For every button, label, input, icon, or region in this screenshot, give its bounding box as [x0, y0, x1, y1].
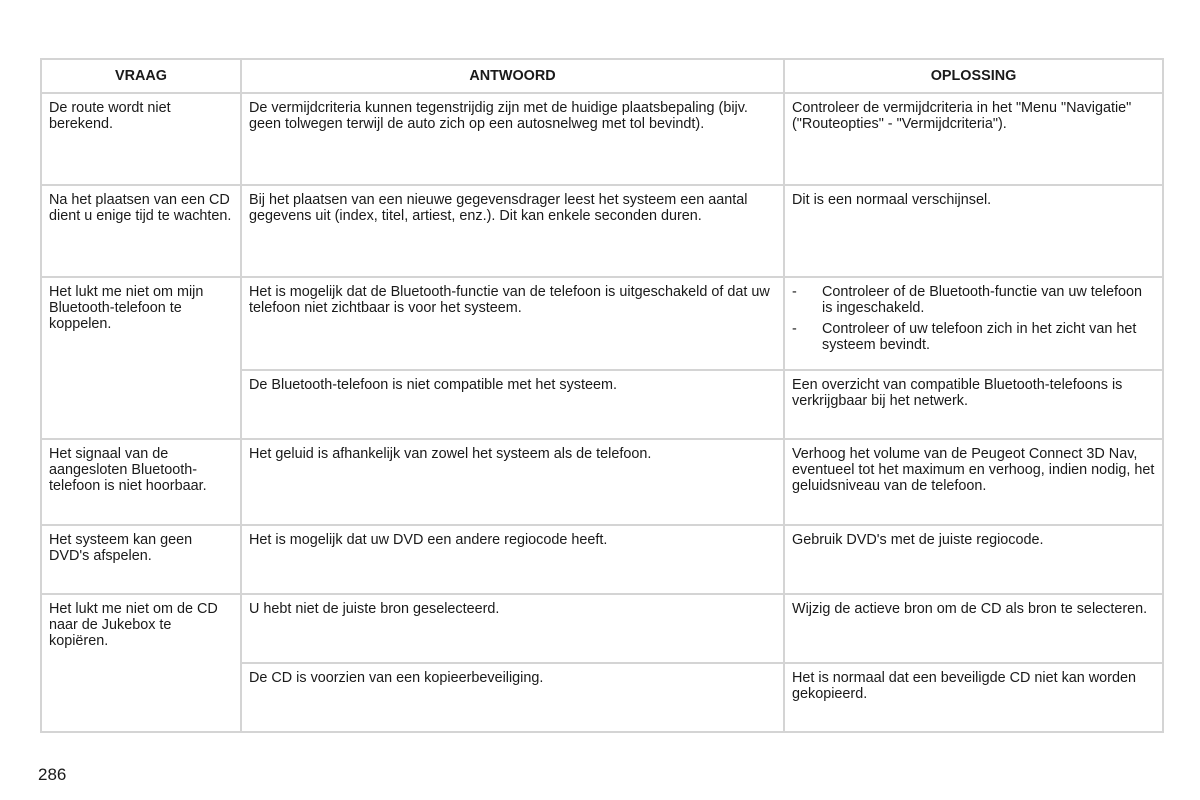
answer-cell: Het is mogelijk dat uw DVD een andere regiocode heeft. [241, 525, 784, 594]
solution-cell: Dit is een normaal verschijnsel. [784, 185, 1163, 277]
list-item-text: Controleer of de Bluetooth-functie van uw telefoon is ingeschakeld. [822, 284, 1142, 316]
table-row [41, 185, 1163, 277]
solution-cell: Controleer de vermijdcriteria in het "Menu "Navigatie"("Routeopties" - "Vermijdcriteria"). [784, 93, 1163, 185]
answer-cell: Het geluid is afhankelijk van zowel het systeem als de telefoon. [241, 439, 784, 525]
list-item [792, 284, 1155, 316]
table-row [41, 525, 1163, 594]
solution-list [792, 284, 1155, 353]
solution-cell [784, 277, 1163, 370]
question-cell: De route wordt niet berekend. [41, 93, 241, 185]
page-number: 286 [38, 765, 67, 784]
faq-table [40, 58, 1164, 733]
answer-cell: De vermijdcriteria kunnen tegenstrijdig zijn met de huidige plaatsbepaling (bijv. geen tolwegen terwijl de auto zich op een autosnelweg met tol bevindt). [241, 93, 784, 185]
question-cell: Het signaal van de aangesloten Bluetooth-telefoon is niet hoorbaar. [41, 439, 241, 525]
solution-cell: Het is normaal dat een beveiligde CD niet kan worden gekopieerd. [784, 663, 1163, 732]
answer-cell: De CD is voorzien van een kopieerbeveiliging. [241, 663, 784, 732]
list-item-text: Controleer of uw telefoon zich in het zicht van het systeem bevindt. [822, 321, 1137, 353]
header-solution: OPLOSSING [784, 59, 1163, 93]
answer-cell: U hebt niet de juiste bron geselecteerd. [241, 594, 784, 663]
header-answer: ANTWOORD [241, 59, 784, 93]
solution-cell: Gebruik DVD's met de juiste regiocode. [784, 525, 1163, 594]
table-row [41, 439, 1163, 525]
solution-cell: Wijzig de actieve bron om de CD als bron te selecteren. [784, 594, 1163, 663]
answer-cell: Bij het plaatsen van een nieuwe gegevensdrager leest het systeem een aantal gegevens uit (index, titel, artiest, enz.). Dit kan enkele seconden duren. [241, 185, 784, 277]
solution-cell: Verhoog het volume van de Peugeot Connect 3D Nav, eventueel tot het maximum en verhoog, indien nodig, het geluidsniveau van de telefoon. [784, 439, 1163, 525]
header-row [41, 59, 1163, 93]
question-cell: Na het plaatsen van een CD dient u enige tijd te wachten. [41, 185, 241, 277]
table-row [41, 93, 1163, 185]
header-question: VRAAG [41, 59, 241, 93]
dash-bullet: - [792, 321, 797, 337]
list-item [792, 321, 1155, 353]
question-cell: Het lukt me niet om mijn Bluetooth-telefoon te koppelen. [41, 277, 241, 439]
answer-cell: De Bluetooth-telefoon is niet compatible met het systeem. [241, 370, 784, 439]
table-row [41, 594, 1163, 663]
question-cell: Het systeem kan geen DVD's afspelen. [41, 525, 241, 594]
answer-cell: Het is mogelijk dat de Bluetooth-functie van de telefoon is uitgeschakeld of dat uw telefoon niet zichtbaar is voor het systeem. [241, 277, 784, 370]
table-row [41, 277, 1163, 370]
solution-cell: Een overzicht van compatible Bluetooth-telefoons is verkrijgbaar bij het netwerk. [784, 370, 1163, 439]
dash-bullet: - [792, 284, 797, 300]
question-cell: Het lukt me niet om de CD naar de Jukebox te kopiëren. [41, 594, 241, 732]
